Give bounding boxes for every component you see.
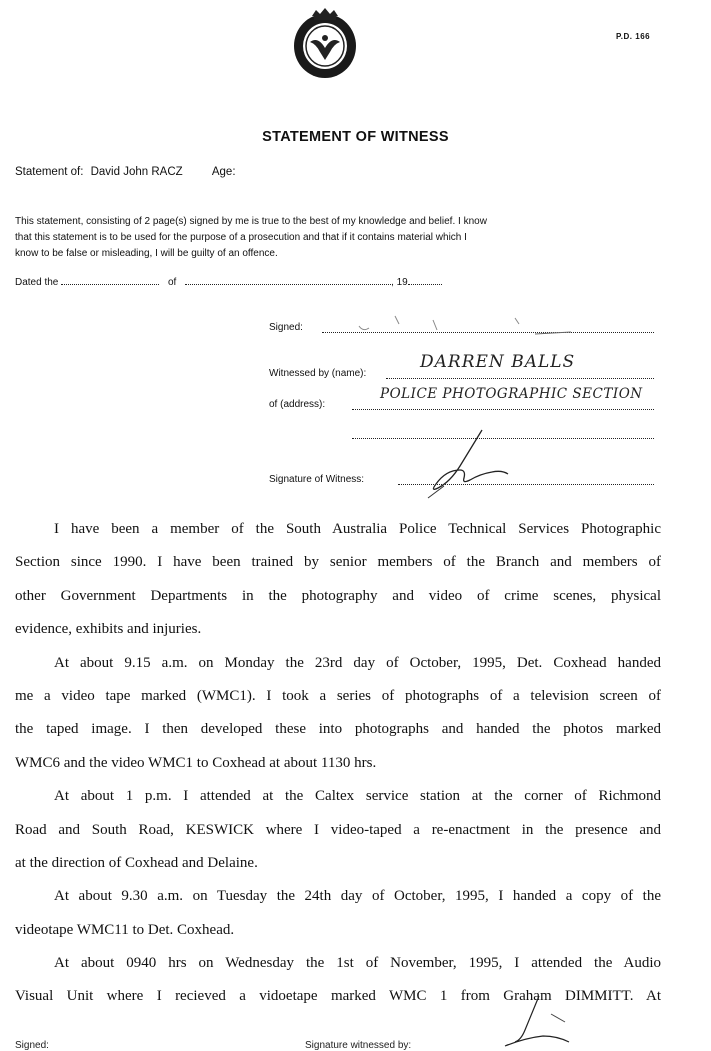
paragraph-line: Visual Unit where I recieved a vidoetape marked WMC 1 from Graham DIMMITT. At	[15, 988, 661, 1005]
dated-line	[15, 275, 442, 288]
paragraph-line: me a video tape marked (WMC1). I took a series of photographs of a television screen of	[15, 687, 661, 704]
address-line-1	[352, 409, 654, 410]
dated-year-field	[408, 275, 442, 285]
witness-address-handwritten: POLICE PHOTOGRAPHIC SECTION	[380, 386, 643, 402]
paragraph-line: At about 9.30 a.m. on Tuesday the 24th day of October, 1995, I handed a copy of the	[54, 888, 661, 905]
paragraph-line: Section since 1990. I have been trained by senior members of the Branch and members of	[15, 554, 661, 571]
statement-of-line	[15, 166, 236, 178]
dated-of-label: of	[167, 277, 177, 288]
paragraph-line: other Government Departments in the photography and video of crime scenes, physical	[15, 587, 661, 604]
declaration-text	[15, 214, 661, 262]
dated-day-field	[61, 275, 159, 285]
form-number: P.D. 166	[616, 32, 651, 41]
witnessed-by-line	[386, 378, 654, 379]
statement-of-label: Statement of:	[15, 166, 84, 178]
paragraph-line: at the direction of Coxhead and Delaine.	[15, 854, 258, 871]
footer-signature-witnessed-label: Signature witnessed by:	[305, 1040, 412, 1051]
footer-witness-signature-mark	[495, 992, 585, 1048]
signed-label: Signed:	[269, 322, 303, 333]
paragraph-line: I have been a member of the South Australia Police Technical Services Photographic	[54, 521, 661, 537]
signature-of-witness-label: Signature of Witness:	[269, 474, 365, 485]
paragraph-line: WMC6 and the video WMC1 to Coxhead at about 1130 hrs.	[15, 754, 377, 771]
faint-signature-mark	[355, 308, 575, 338]
paragraph-line: videotape WMC11 to Det. Coxhead.	[15, 921, 235, 938]
declaration-line: that this statement is to be used for the purpose of a prosecution and that if it contains material which I	[15, 232, 467, 243]
statement-paragraph	[15, 647, 661, 781]
paragraph-line: At about 9.15 a.m. on Monday the 23rd day of October, 1995, Det. Coxhead handed	[54, 654, 661, 671]
declaration-line: know to be false or misleading, I will be guilty of an offence.	[15, 248, 278, 259]
paragraph-line: At about 0940 hrs on Wednesday the 1st of November, 1995, I attended the Audio	[54, 955, 661, 972]
paragraph-line: evidence, exhibits and injuries.	[15, 621, 202, 638]
address-label: of (address):	[269, 399, 326, 410]
government-crest-icon	[290, 8, 360, 80]
declaration-line: This statement, consisting of 2 page(s) signed by me is true to the best of my knowledge and belief. I know	[15, 216, 487, 227]
dated-label: Dated the	[15, 277, 59, 288]
paragraph-line: At about 1 p.m. I attended at the Caltex service station at the corner of Richmond	[54, 788, 661, 805]
witness-statement-name: David John RACZ	[90, 166, 183, 178]
statement-paragraph	[15, 780, 661, 880]
witness-name-handwritten: DARREN BALLS	[420, 352, 576, 372]
age-label: Age:	[211, 166, 236, 178]
statement-paragraph	[15, 513, 661, 647]
footer-signed-label: Signed:	[15, 1040, 49, 1051]
witness-signature-mark	[420, 426, 520, 502]
statement-paragraph	[15, 880, 661, 947]
paragraph-line: the taped image. I then developed these into photographs and handed the photos marked	[15, 721, 661, 738]
page-title: STATEMENT OF WITNESS	[262, 129, 449, 145]
witnessed-by-label: Witnessed by (name):	[269, 368, 367, 379]
dated-month-field	[185, 275, 391, 285]
dated-year-label: , 19	[391, 277, 408, 288]
paragraph-line: Road and South Road, KESWICK where I video-taped a re-enactment in the presence and	[15, 821, 661, 838]
statement-body	[15, 513, 661, 1014]
